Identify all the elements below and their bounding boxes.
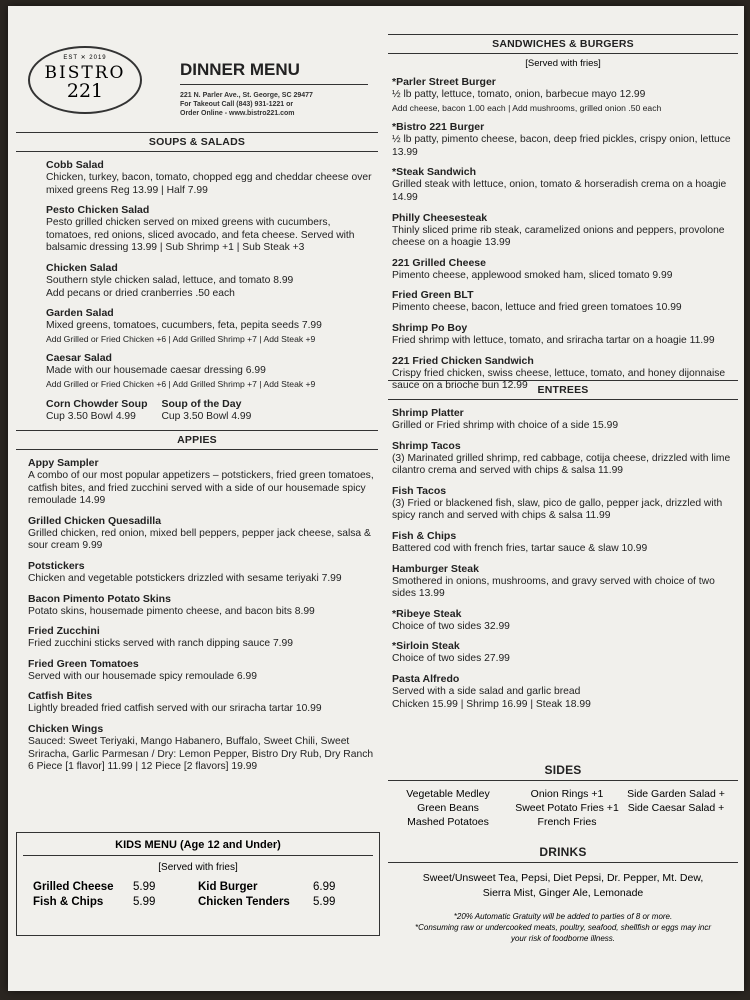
menu-item — [392, 440, 738, 478]
gratuity-note: *20% Automatic Gratuity will be added to parties of 8 or more. — [453, 912, 673, 921]
logo-name: BISTRO — [44, 63, 126, 83]
item-name: Caesar Salad — [46, 352, 112, 365]
soups-heading: SOUPS & SALADS — [16, 132, 378, 152]
menu-item — [392, 563, 738, 601]
sandwich-heading: SANDWICHES & BURGERS — [388, 34, 738, 54]
item-name: Bacon Pimento Potato Skins — [28, 592, 171, 605]
logo-est: EST ✕ 2019 — [63, 55, 107, 61]
item-name: Fish Tacos — [392, 484, 447, 497]
kids-item-price: 5.99 — [133, 896, 156, 908]
kids-item-name: Grilled Cheese — [33, 881, 114, 893]
item-name: *Ribeye Steak — [392, 607, 462, 620]
menu-item — [392, 485, 738, 523]
item-desc: Choice of two sides 27.99 — [392, 653, 510, 665]
item-desc: Sauced: Sweet Teriyaki, Mango Habanero, Buffalo, Sweet Chili, Sweet Sriracha, Garlic Parmesan / Dry: Lemon Pepper, Bistro Dry Rub, Dry Ranch 6 Piece [1 flavor] 11.99 | 12 Piece [2 flavors] 19.99 — [28, 735, 374, 773]
menu-item — [392, 257, 738, 283]
item-name: Fish & Chips — [392, 529, 457, 542]
item-desc: Chicken, turkey, bacon, tomato, chopped egg and cheddar cheese over mixed greens Reg 13.99 | Half 7.99 — [46, 172, 372, 196]
item-desc: Thinly sliced prime rib steak, caramelized onions and peppers, provolone cheese on a hoagie 13.99 — [392, 224, 725, 249]
item-extra: Add Grilled or Fried Chicken +6 | Add Grilled Shrimp +7 | Add Steak +9 — [46, 333, 316, 344]
item-desc: Mixed greens, tomatoes, cucumbers, feta, pepita seeds 7.99 — [46, 320, 322, 332]
item-desc: Grilled chicken, red onion, mixed bell peppers, pepper jack cheese, salsa & sour cream 9.99 — [28, 527, 371, 552]
side-item: Green Beans — [417, 802, 479, 814]
menu-item — [392, 289, 738, 315]
item-desc: (3) Marinated grilled shrimp, red cabbage, cotija cheese, drizzled with lime cilantro crema and served with chips & salsa 11.99 — [392, 452, 731, 477]
sides-section — [388, 760, 738, 829]
item-name: Shrimp Platter — [392, 407, 464, 419]
menu-item — [28, 593, 378, 619]
kids-item-price: 6.99 — [313, 881, 336, 893]
soups-row — [16, 398, 378, 424]
side-item: Sweet Potato Fries +1 — [515, 802, 619, 814]
sides-heading: SIDES — [388, 760, 738, 781]
kids-sub: [Served with fries] — [158, 862, 238, 873]
sandwich-sub: [Served with fries] — [525, 58, 601, 69]
kids-item-name: Chicken Tenders — [198, 896, 290, 908]
drinks-section — [388, 842, 738, 944]
item-name: Fried Zucchini — [28, 625, 100, 638]
side-item: Vegetable Medley — [406, 788, 490, 800]
item-name: Pesto Chicken Salad — [46, 204, 150, 217]
item-desc: Made with our housemade caesar dressing 6.99 — [46, 365, 266, 377]
title-divider — [180, 84, 368, 85]
item-name: Garden Salad — [46, 307, 114, 320]
soup-of-day: Soup of the Day Cup 3.50 Bowl 4.99 — [161, 397, 252, 422]
item-desc: Chicken and vegetable potstickers drizzled with sesame teriyaki 7.99 — [28, 572, 342, 584]
menu-item — [392, 407, 738, 433]
item-desc: ½ lb patty, pimento cheese, bacon, deep fried pickles, crispy onion, lettuce 13.99 — [392, 134, 731, 158]
item-desc: Pimento cheese, applewood smoked ham, sliced tomato 9.99 — [392, 269, 673, 281]
item-name: Catfish Bites — [28, 690, 93, 703]
item-desc: Smothered in onions, mushrooms, and gravy served with choice of two sides 13.99 — [392, 575, 715, 600]
kids-item-price: 5.99 — [313, 896, 336, 908]
item-desc: Served with a side salad and garlic bread — [392, 685, 581, 697]
item-desc: (3) Fried or blackened fish, slaw, pico de gallo, pepper jack, drizzled with spicy ranch and served with chips & salsa 11.99 — [392, 497, 723, 522]
soup-corn: Corn Chowder Soup Cup 3.50 Bowl 4.99 — [46, 397, 148, 422]
menu-item — [46, 307, 378, 345]
item-name: Shrimp Po Boy — [392, 321, 468, 334]
sides-grid — [388, 787, 738, 829]
item-name: Appy Sampler — [28, 457, 99, 469]
item-desc: Served with our housemade spicy remoulade 6.99 — [28, 670, 257, 682]
item-name: Hamburger Steak — [392, 562, 479, 575]
phone: For Takeout Call (843) 931-1221 or — [180, 101, 294, 108]
item-name: *Parler Street Burger — [392, 76, 496, 88]
menu-item — [392, 640, 738, 666]
drinks-heading: DRINKS — [388, 842, 738, 863]
item-name: 221 Grilled Cheese — [392, 256, 486, 269]
logo-number: 221 — [66, 80, 104, 102]
consumption-note: *Consuming raw or undercooked meats, poultry, seafood, shellfish or eggs may incr — [415, 923, 711, 932]
entrees-heading: ENTREES — [388, 380, 738, 400]
item-name: Potstickers — [28, 559, 85, 572]
item-extra: Add cheese, bacon 1.00 each | Add mushrooms, grilled onion .50 each — [392, 102, 662, 113]
menu-item — [46, 262, 378, 300]
item-name: Shrimp Tacos — [392, 439, 461, 452]
item-desc: Crispy fried chicken, swiss cheese, lettuce, tomato, and honey dijonnaise sauce on a brioche bun 12.99 — [392, 367, 726, 392]
menu-item — [392, 322, 738, 348]
item-extra: Add Grilled or Fried Chicken +6 | Add Grilled Shrimp +7 | Add Steak +9 — [46, 378, 316, 389]
item-name: Chicken Wings — [28, 722, 104, 735]
contact-info — [180, 91, 313, 118]
kids-menu — [16, 832, 380, 936]
side-item: French Fries — [537, 816, 597, 828]
menu-item — [392, 530, 738, 556]
soups-section — [16, 132, 378, 423]
bistro-logo — [28, 46, 142, 114]
menu-item — [46, 159, 378, 197]
side-item: Mashed Potatoes — [407, 816, 489, 828]
item-extra: Chicken 15.99 | Shrimp 16.99 | Steak 18.99 — [392, 698, 591, 710]
item-name: Pasta Alfredo — [392, 672, 460, 685]
appies-heading: APPIES — [16, 430, 378, 450]
item-name: *Sirloin Steak — [392, 640, 460, 653]
item-name: Fried Green BLT — [392, 289, 474, 302]
menu-item — [392, 608, 738, 634]
side-item — [626, 815, 726, 829]
drinks-line2: Sierra Mist, Ginger Ale, Lemonade — [482, 887, 644, 899]
item-desc: Fried shrimp with lettuce, tomato, and sriracha tartar on a hoagie 11.99 — [392, 334, 715, 346]
item-name: Chicken Salad — [46, 261, 118, 274]
item-desc: Grilled steak with lettuce, onion, tomato & horseradish crema on a hoagie 14.99 — [392, 179, 727, 203]
item-desc: A combo of our most popular appetizers – potstickers, fried green tomatoes, catfish bites, and fried zucchini served with a side of our housemade spicy remoulade 14.99 — [28, 470, 374, 507]
item-name: Fried Green Tomatoes — [28, 657, 139, 670]
item-desc: Choice of two sides 32.99 — [392, 620, 510, 632]
item-desc: Lightly breaded fried catfish served with our sriracha tartar 10.99 — [28, 703, 322, 715]
menu-item — [392, 121, 738, 159]
side-item: Onion Rings +1 — [530, 788, 604, 800]
side-item: Side Garden Salad + — [627, 788, 725, 800]
entrees-section — [388, 380, 738, 711]
item-desc: Potato skins, housemade pimento cheese, and bacon bits 8.99 — [28, 605, 315, 617]
kids-item-name: Kid Burger — [198, 881, 258, 893]
menu-item — [28, 658, 378, 684]
kids-item-price: 5.99 — [133, 881, 156, 893]
menu-item — [28, 515, 378, 553]
menu-item — [28, 690, 378, 716]
page-title: DINNER MENU — [180, 60, 300, 79]
address: 221 N. Parler Ave., St. George, SC 29477 — [180, 92, 313, 99]
consumption-note-2: your risk of foodborne illness. — [510, 934, 616, 943]
item-name: *Steak Sandwich — [392, 166, 477, 179]
menu-item — [28, 723, 378, 774]
kids-heading: KIDS MENU (Age 12 and Under) — [23, 833, 373, 856]
item-desc: Pesto grilled chicken served on mixed greens with cucumbers, tomatoes, red onions, sliced avocado, and feta cheese. Served with balsamic dressing 13.99 | Sub Shrimp +1 | Sub Steak +3 — [46, 217, 355, 254]
drinks-line1: Sweet/Unsweet Tea, Pepsi, Diet Pepsi, Dr. Pepper, Mt. Dew, — [422, 872, 704, 884]
online-order[interactable]: Order Online - www.bistro221.com — [180, 110, 295, 117]
item-name: Grilled Chicken Quesadilla — [28, 514, 162, 527]
item-desc: Pimento cheese, bacon, lettuce and fried green tomatoes 10.99 — [392, 302, 682, 314]
menu-item — [392, 166, 738, 204]
menu-item — [392, 76, 738, 114]
item-desc: Grilled or Fried shrimp with choice of a side 15.99 — [392, 420, 619, 431]
sandwich-section — [388, 34, 738, 393]
side-item: Side Caesar Salad + — [627, 802, 725, 814]
menu-item — [28, 560, 378, 586]
item-desc: ½ lb patty, lettuce, tomato, onion, barbecue mayo 12.99 — [392, 89, 646, 100]
menu-item — [392, 212, 738, 250]
kids-grid — [33, 881, 379, 908]
menu-sheet — [8, 6, 744, 991]
appies-section — [16, 430, 378, 774]
menu-item — [46, 352, 378, 390]
item-name: *Bistro 221 Burger — [392, 121, 485, 134]
item-name: Cobb Salad — [46, 159, 104, 171]
item-desc: Southern style chicken salad, lettuce, and tomato 8.99 — [46, 274, 294, 286]
menu-item — [28, 457, 378, 508]
item-extra: Add pecans or dried cranberries .50 each — [46, 287, 235, 299]
menu-item — [392, 673, 738, 711]
menu-item — [46, 204, 378, 255]
kids-item-name: Fish & Chips — [33, 896, 104, 908]
item-name: 221 Fried Chicken Sandwich — [392, 354, 534, 367]
item-desc: Fried zucchini sticks served with ranch dipping sauce 7.99 — [28, 638, 293, 650]
item-desc: Battered cod with french fries, tartar sauce & slaw 10.99 — [392, 542, 648, 554]
item-name: Philly Cheesesteak — [392, 211, 488, 224]
menu-item — [28, 625, 378, 651]
